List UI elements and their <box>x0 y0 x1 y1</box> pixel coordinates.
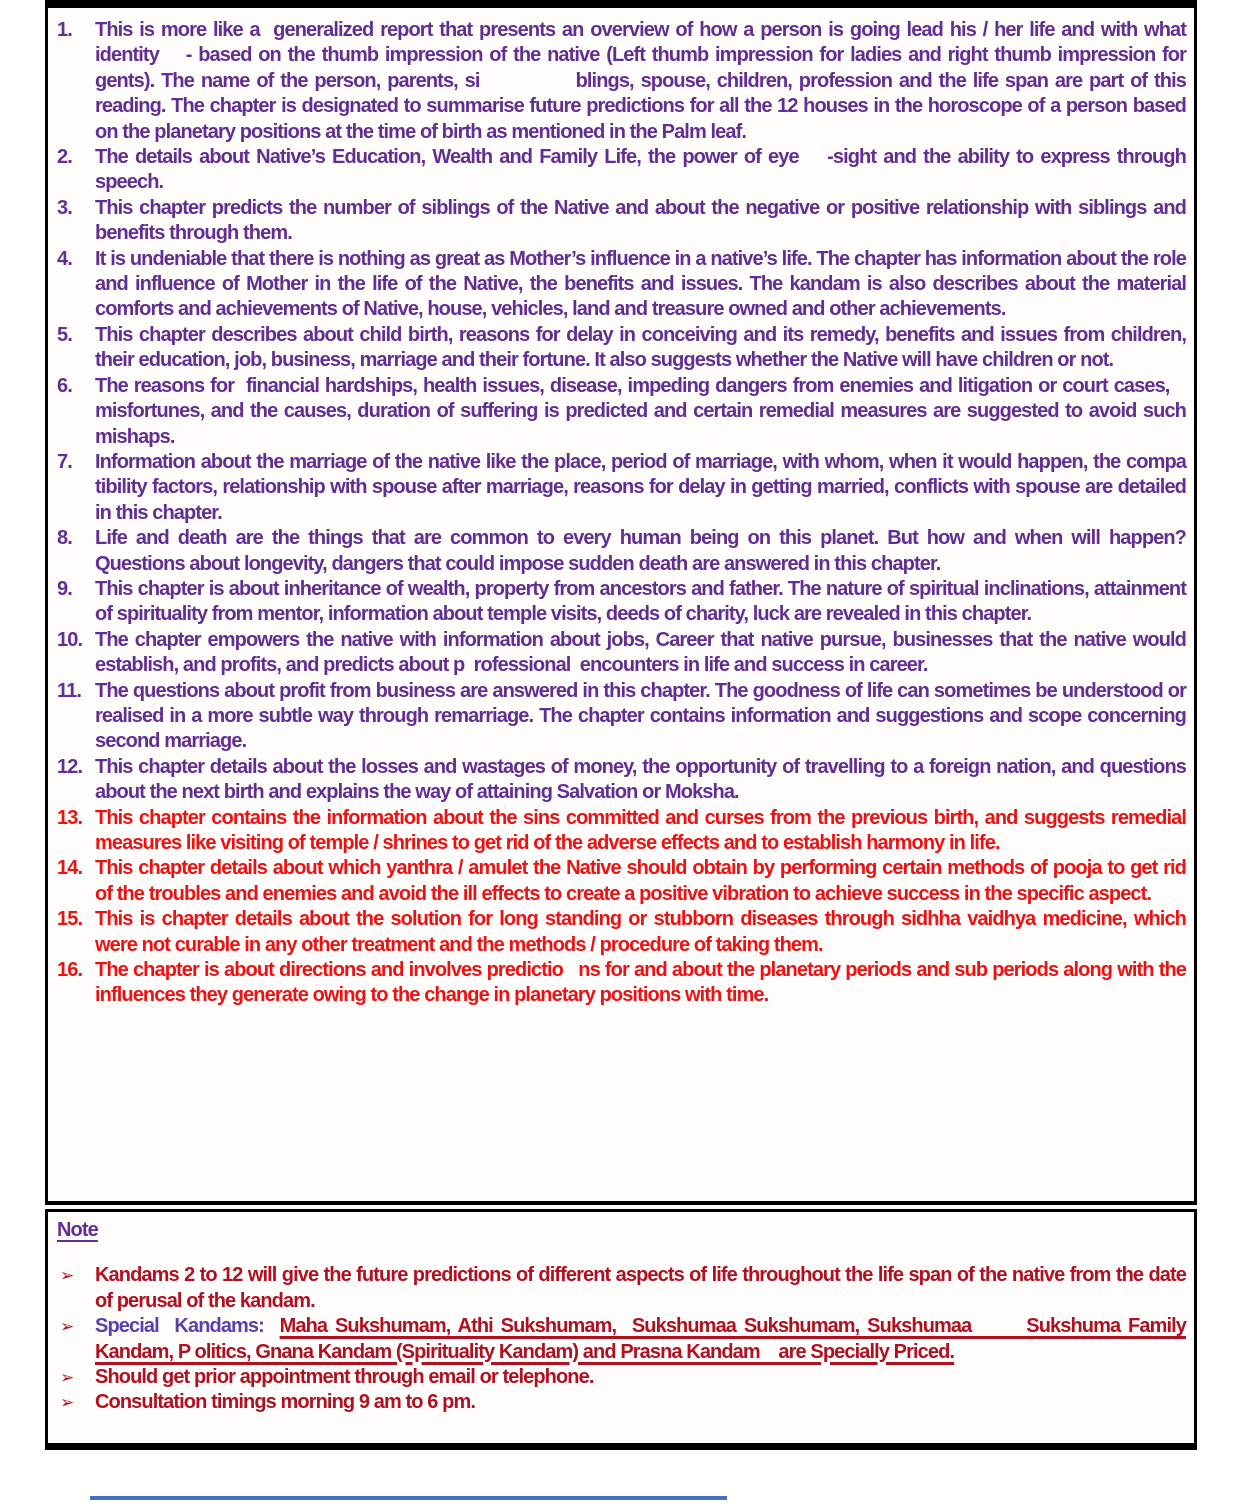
chapter-number: 6. <box>57 374 72 397</box>
note-bullet-4 <box>57 1390 1186 1415</box>
chapter-item-11 <box>57 679 1186 755</box>
chapter-number: 16. <box>57 959 83 982</box>
note-bullet-text <box>95 1365 1186 1390</box>
kandam-chapters-box <box>45 0 1197 1205</box>
note-heading: Note <box>57 1219 98 1241</box>
chapter-text: This chapter details about which yanthra / amulet the Native should obtain by performing certain methods of pooja to get rid of the troubles and enemies and avoid the ill effects to create a positive vibration to achieve success in the specific aspect. <box>95 857 1186 905</box>
chapter-number: 5. <box>57 323 72 346</box>
chapter-item-6 <box>57 374 1186 450</box>
chapter-text: Information about the marriage of the native like the place, period of marriage, with whom, when it would happen, the compa tibility factors, relationship with spouse after marriage, reasons for delay in getting married, conflicts with spouse are detailed in this chapter. <box>95 450 1186 524</box>
chapter-item-5 <box>57 323 1186 374</box>
chapter-item-8 <box>57 526 1186 577</box>
note-text-segment: Consultation timings morning 9 am to 6 pm. <box>95 1391 475 1414</box>
chapter-text: It is undeniable that there is nothing as great as Mother’s influence in a native’s life. The chapter has information about the role and influence of Mother in the life of the Native, the benefits and issues. The kandam is also describes about the material comforts and achievements of Native, house, vehicles, land and treasure owned and other achievements. <box>95 247 1186 321</box>
note-bullet-3 <box>57 1365 1186 1390</box>
chapter-text: This chapter details about the losses and wastages of money, the opportunity of travelling to a foreign nation, and questions about the next birth and explains the way of attaining Salvation or Moksha. <box>95 755 1186 804</box>
arrowhead-bullet-icon: ➢ <box>60 1317 74 1337</box>
chapter-number: 10. <box>57 628 83 651</box>
chapter-text: The chapter is about directions and involves predictio ns for and about the planetary periods and sub periods along with the influences they generate owing to the change in planetary positions with time. <box>95 959 1186 1007</box>
note-bullet-2 <box>57 1314 1186 1365</box>
chapter-text: The questions about profit from business are answered in this chapter. The goodness of life can sometimes be understood or realised in a more subtle way through remarriage. The chapter contains information and suggestions and scope concerning second marriage. <box>95 679 1186 753</box>
chapter-number: 12. <box>57 755 83 778</box>
note-box <box>45 1209 1197 1450</box>
chapter-item-16 <box>57 958 1186 1009</box>
note-bullet-text <box>95 1314 1186 1365</box>
chapter-number: 7. <box>57 450 72 473</box>
arrowhead-bullet-icon: ➢ <box>60 1368 74 1388</box>
note-bullet-text <box>95 1263 1186 1314</box>
chapter-text: The reasons for financial hardships, health issues, disease, impeding dangers from enemies and litigation or court cases, misfortunes, and the causes, duration of suffering is predicted and certain remedial measures are suggested to avoid such mishaps. <box>95 374 1186 448</box>
chapter-number: 3. <box>57 196 72 219</box>
chapter-list <box>57 18 1186 1009</box>
chapter-number: 4. <box>57 247 72 270</box>
note-text-segment: Special Kandams: <box>95 1315 280 1338</box>
next-table-top-border <box>90 1496 727 1500</box>
chapter-item-12 <box>57 755 1186 806</box>
note-bullet-1 <box>57 1263 1186 1314</box>
note-list <box>57 1263 1186 1415</box>
chapter-item-3 <box>57 196 1186 247</box>
chapter-text: The chapter empowers the native with information about jobs, Career that native pursue, businesses that the native would establish, and profits, and predicts about p rofessional encounters in life and success in career. <box>95 628 1186 677</box>
chapter-item-1 <box>57 18 1186 145</box>
note-text-segment: Kandams 2 to 12 will give the future predictions of different aspects of life throughout the life span of the native from the date of perusal of the kandam. <box>95 1264 1186 1312</box>
chapter-item-15 <box>57 907 1186 958</box>
chapter-number: 14. <box>57 857 83 880</box>
chapter-text: This chapter contains the information about the sins committed and curses from the previous birth, and suggests remedial measures like visiting of temple / shrines to get rid of the adverse effects and to establish harmony in life. <box>95 806 1186 854</box>
chapter-number: 11. <box>57 679 81 702</box>
note-bullet-text <box>95 1390 1186 1415</box>
chapter-text: This is chapter details about the solution for long standing or stubborn diseases through sidhha vaidhya medicine, which were not curable in any other treatment and the methods / procedure of taking them. <box>95 908 1186 956</box>
chapter-text: Life and death are the things that are common to every human being on this planet. But how and when will happen? Questions about longevity, dangers that could impose sudden death are answered in this chapter. <box>95 527 1186 575</box>
chapter-text: This chapter predicts the number of siblings of the Native and about the negative or positive relationship with siblings and benefits through them. <box>95 196 1186 245</box>
chapter-text: This is more like a generalized report that presents an overview of how a person is going lead his / her life and with what identity - based on the thumb impression of the native (Left thumb impression for ladies and right thumb impression for gents). The name of the person, parents, si blings, spouse, children, profession and the life span are part of this reading. The chapter is designated to summarise future predictions for all the 12 houses in the horoscope of a person based on the planetary positions at the time of birth as mentioned in the Palm leaf. <box>95 19 1186 143</box>
chapter-text: This chapter describes about child birth, reasons for delay in conceiving and its remedy, benefits and issues from children, their education, job, business, marriage and their fortune. It also suggests whether the Native will have children or not. <box>95 323 1186 372</box>
chapter-item-9 <box>57 577 1186 628</box>
chapter-number: 2. <box>57 146 72 169</box>
chapter-number: 15. <box>57 908 83 931</box>
chapter-item-7 <box>57 450 1186 526</box>
chapter-item-13 <box>57 806 1186 857</box>
note-text-segment: Maha Sukshumam, Athi Sukshumam, Sukshumaa Sukshumam, Sukshumaa Sukshuma Family Kandam, P olitics, Gnana Kandam (Spirituality Kandam) and Prasna Kandam are Specially Priced. <box>95 1315 1186 1363</box>
chapter-item-2 <box>57 145 1186 196</box>
chapter-number: 1. <box>57 19 72 41</box>
note-text-segment: Should get prior appointment through email or telephone. <box>95 1366 594 1389</box>
chapter-item-4 <box>57 247 1186 323</box>
arrowhead-bullet-icon: ➢ <box>60 1393 74 1413</box>
chapter-item-10 <box>57 628 1186 679</box>
chapter-text: The details about Native’s Education, Wealth and Family Life, the power of eye -sight and the ability to express through speech. <box>95 146 1186 194</box>
chapter-number: 8. <box>57 527 72 550</box>
chapter-text: This chapter is about inheritance of wealth, property from ancestors and father. The nature of spiritual inclinations, attainment of spirituality from mentor, information about temple visits, deeds of charity, luck are revealed in this chapter. <box>95 577 1186 626</box>
arrowhead-bullet-icon: ➢ <box>60 1266 74 1286</box>
chapter-number: 13. <box>57 806 83 829</box>
chapter-item-14 <box>57 856 1186 907</box>
chapter-number: 9. <box>57 577 72 600</box>
